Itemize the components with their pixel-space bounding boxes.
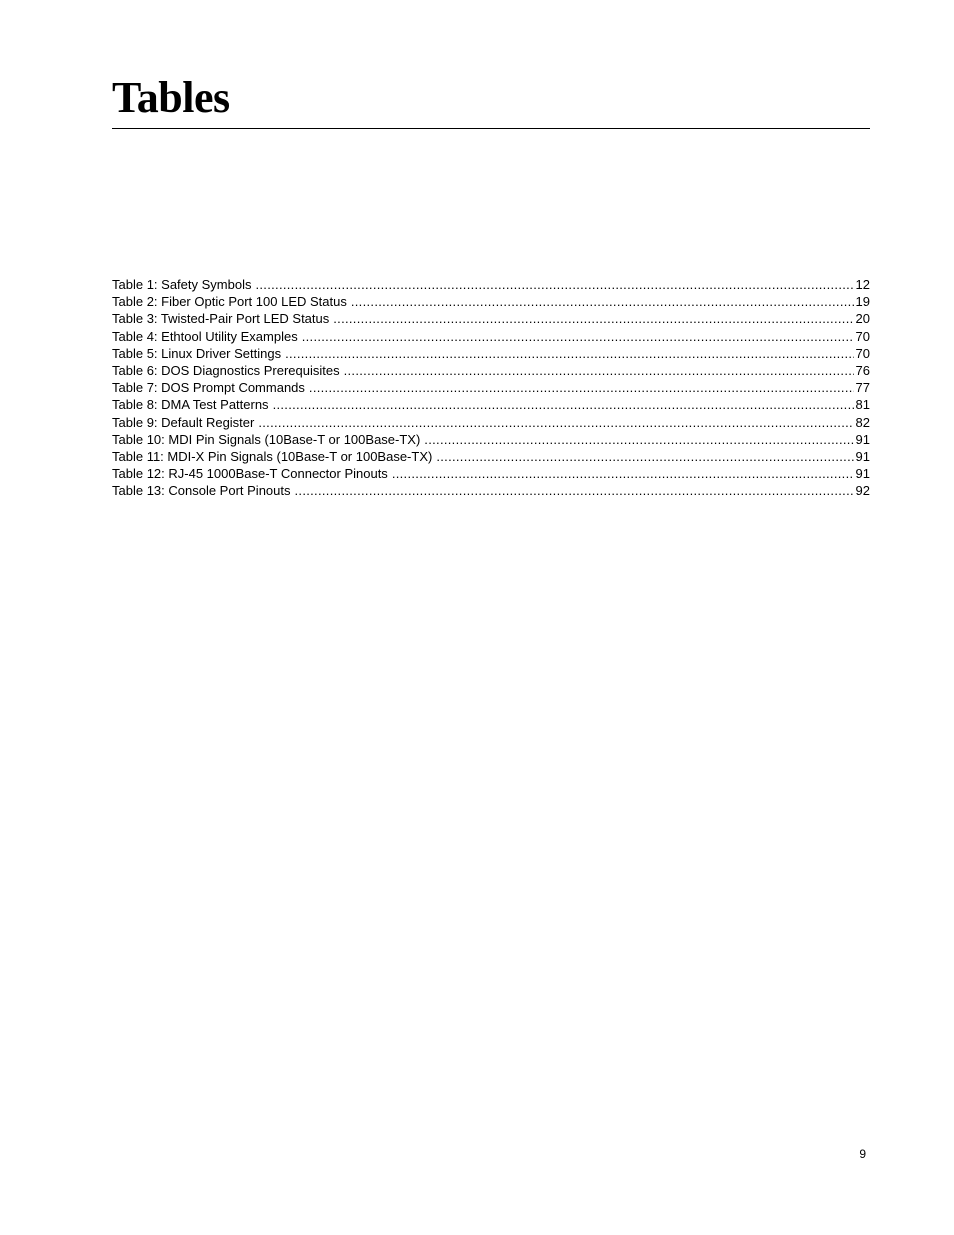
dot-leader [273, 396, 854, 413]
toc-entry[interactable] [112, 431, 870, 448]
toc-entry-page: 20 [855, 311, 870, 327]
toc-entry[interactable] [112, 310, 870, 327]
toc-entry-label: Table 4: Ethtool Utility Examples [112, 328, 298, 344]
dot-leader [436, 448, 853, 465]
toc-entry-page: 81 [855, 397, 870, 413]
toc-entry-page: 12 [855, 277, 870, 292]
toc-entry-page: 19 [855, 294, 870, 310]
page-number: 9 [859, 1147, 866, 1161]
toc-entry-page: 76 [855, 362, 870, 378]
toc-entry[interactable] [112, 465, 870, 482]
dot-leader [424, 431, 853, 448]
toc-entry[interactable] [112, 448, 870, 465]
toc-entry-label: Table 12: RJ-45 1000Base-T Connector Pinouts [112, 466, 388, 482]
dot-leader [255, 276, 853, 293]
toc-entry-page: 91 [855, 431, 870, 447]
dot-leader [295, 482, 854, 499]
toc-entry[interactable] [112, 328, 870, 345]
toc-entry[interactable] [112, 414, 870, 431]
title-rule [112, 128, 870, 129]
toc-entry-label: Table 9: Default Register [112, 414, 255, 430]
page-title: Tables [112, 73, 230, 122]
toc-entry[interactable] [112, 293, 870, 310]
dot-leader [344, 362, 854, 379]
dot-leader [302, 328, 854, 345]
toc-entry-page: 77 [855, 380, 870, 396]
toc-entry[interactable] [112, 482, 870, 499]
toc-entry-label: Table 2: Fiber Optic Port 100 LED Status [112, 294, 347, 310]
toc-entry[interactable] [112, 276, 870, 293]
toc-entry-label: Table 5: Linux Driver Settings [112, 345, 282, 361]
toc-entry-label: Table 13: Console Port Pinouts [112, 483, 291, 499]
toc-entry[interactable] [112, 379, 870, 396]
toc-entry-page: 70 [855, 345, 870, 361]
toc-entry-page: 82 [855, 414, 870, 430]
toc-entry-label: Table 7: DOS Prompt Commands [112, 380, 305, 396]
dot-leader [285, 345, 853, 362]
toc-entry[interactable] [112, 345, 870, 362]
dot-leader [258, 414, 853, 431]
toc-entry-page: 70 [855, 328, 870, 344]
toc-entry-label: Table 11: MDI-X Pin Signals (10Base-T or 100Base-TX) [112, 448, 433, 464]
toc-entry-label: Table 10: MDI Pin Signals (10Base-T or 100Base-TX) [112, 431, 421, 447]
toc-entry-label: Table 3: Twisted-Pair Port LED Status [112, 311, 330, 327]
toc-entry-page: 91 [855, 448, 870, 464]
table-of-tables [112, 276, 870, 499]
toc-entry-label: Table 1: Safety Symbols [112, 277, 252, 292]
toc-entry-page: 91 [855, 466, 870, 482]
toc-entry-label: Table 8: DMA Test Patterns [112, 397, 269, 413]
toc-entry-page: 92 [855, 483, 870, 499]
dot-leader [392, 465, 854, 482]
dot-leader [309, 379, 854, 396]
dot-leader [351, 293, 854, 310]
toc-entry[interactable] [112, 396, 870, 413]
toc-entry-label: Table 6: DOS Diagnostics Prerequisites [112, 362, 340, 378]
toc-entry[interactable] [112, 362, 870, 379]
dot-leader [333, 310, 853, 327]
